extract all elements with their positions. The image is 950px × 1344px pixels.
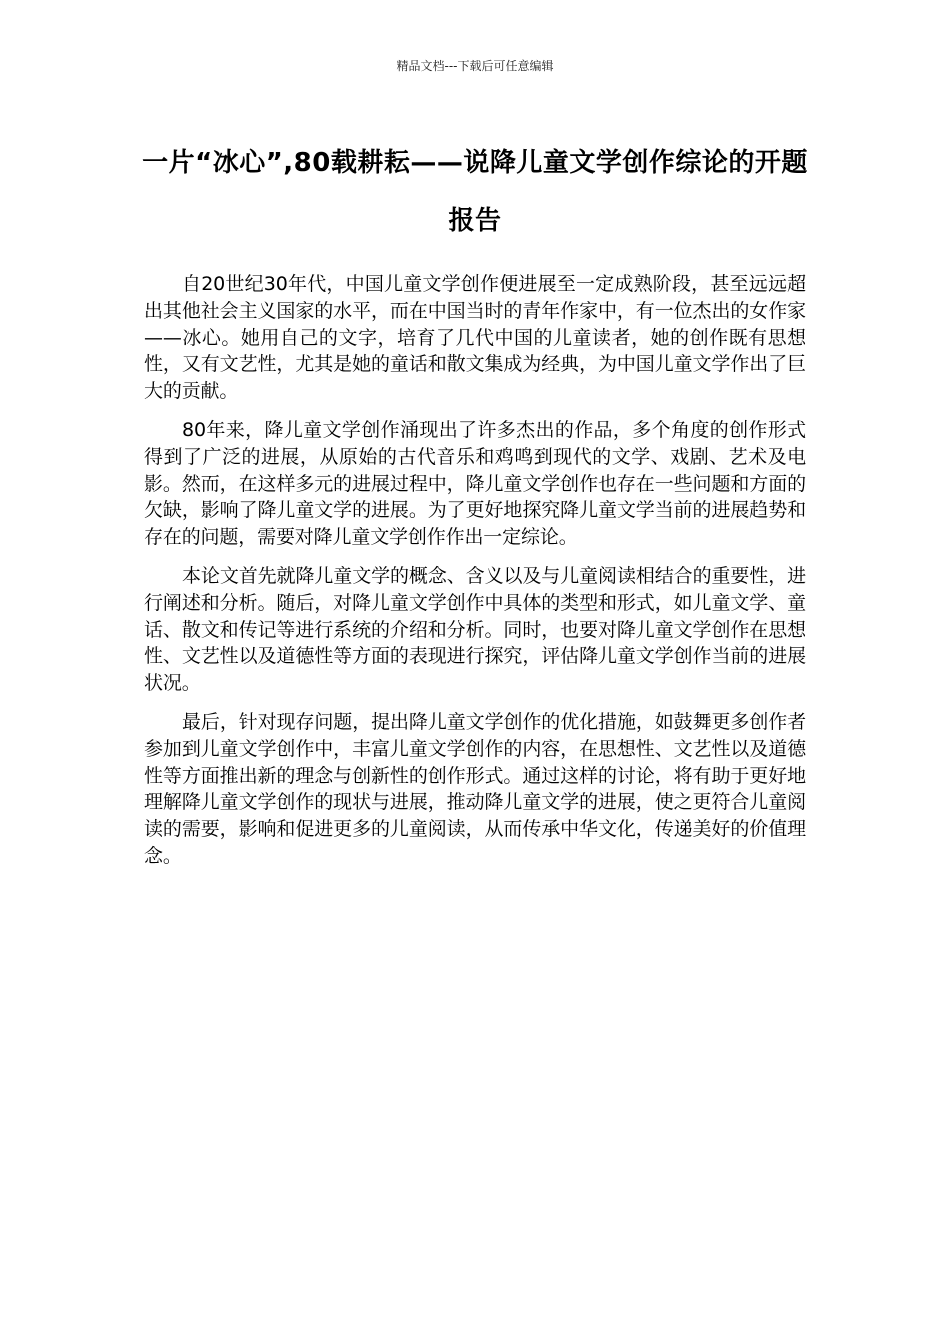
paragraph-4: 最后，针对现存问题，提出降儿童文学创作的优化措施，如鼓舞更多创作者参加到儿童文学创作中，丰富儿童文学创作的内容，在思想性、文艺性以及道德性等方面推出新的理念与创新性的创作形式。通过这样的讨论，将有助于更好地理解降儿童文学创作的现状与进展，推动降儿童文学的进展，使之更符合儿童阅读的需要，影响和促进更多的儿童阅读，从而传承中华文化，传递美好的价值理念。 xyxy=(144,710,806,867)
document-title: 一片“冰心”,80载耕耘——说降儿童文学创作综论的开题报告 xyxy=(142,148,808,236)
paragraph-2: 80年来，降儿童文学创作涌现出了许多杰出的作品，多个角度的创作形式得到了广泛的进展，从原始的古代音乐和鸡鸣到现代的文学、戏剧、艺术及电影。然而，在这样多元的进展过程中，降儿童文学创作也存在一些问题和方面的欠缺，影响了降儿童文学的进展。为了更好地探究降儿童文学当前的进展趋势和存在的问题，需要对降儿童文学创作作出一定综论。 xyxy=(144,418,806,549)
header-note: 精品文档---下载后可任意编辑 xyxy=(396,59,554,73)
paragraph-3: 本论文首先就降儿童文学的概念、含义以及与儿童阅读相结合的重要性，进行阐述和分析。随后，对降儿童文学创作中具体的类型和形式，如儿童文学、童话、散文和传记等进行系统的介绍和分析。同时，也要对降儿童文学创作在思想性、文艺性以及道德性等方面的表现进行探究，评估降儿童文学创作当前的进展状况。 xyxy=(144,564,806,695)
paragraph-1: 自20世纪30年代，中国儿童文学创作便进展至一定成熟阶段，甚至远远超出其他社会主义国家的水平，而在中国当时的青年作家中，有一位杰出的女作家——冰心。她用自己的文字，培育了几代中国的儿童读者，她的创作既有思想性，又有文艺性，尤其是她的童话和散文集成为经典，为中国儿童文学作出了巨大的贡献。 xyxy=(144,273,806,403)
document-body xyxy=(144,271,806,882)
